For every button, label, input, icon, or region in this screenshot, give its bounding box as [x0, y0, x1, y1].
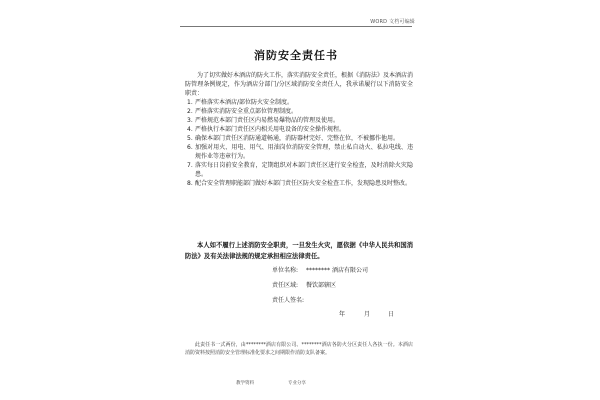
footnote: 此责任书一式两份，由********酒店有限公司、********酒店各防火分区责任人各执一份。本酒店消防资料按照消防安全管理标准化要求之间期限作消防支队备案。 [185, 342, 413, 356]
duty-item-text: 严格落实本酒店/部位防火安全制度。 [195, 99, 294, 106]
duty-item-text: 严格规范本部门责任区内易燃易爆物品的管理及使用。 [195, 117, 340, 124]
date-year: 年 [339, 311, 346, 318]
duty-item-text: 加强对用火、用电、用气、用油岗位消防安全管理，禁止私自动火、私拉电线、违规作业等违章行为。 [195, 144, 413, 160]
liability-statement: 本人如不履行上述消防安全职责，一旦发生火灾，愿依据《中华人民共和国消防法》及有关法律法规的规定承担相应法律责任。 [185, 242, 413, 260]
duty-item [185, 143, 413, 161]
area-row [272, 280, 336, 289]
duty-item-text: 严格执行本部门责任区内相关用电设备的安全操作规程。 [195, 126, 346, 133]
duty-item-text: 落实每日岗前安全教育，定期组织对本部门责任区进行安全检查，及时消除火灾隐患。 [195, 162, 413, 178]
duty-item [185, 98, 413, 107]
header-divider [180, 26, 412, 27]
duty-item-number: 6. [187, 144, 193, 151]
duty-item [185, 179, 413, 188]
intro-paragraph: 为了切实做好本酒店的防火工作，落实消防安全责任，根据《消防法》及本酒店消防管理条例规定，作为酒店分部门/分区域消防安全责任人，我承诺履行以下消防安全职责： [185, 72, 414, 97]
duty-item-number: 2. [187, 108, 193, 115]
duty-list [185, 98, 413, 188]
duty-item-text: 严格落实消防安全重点部位管理制度。 [195, 108, 298, 115]
unit-label: 单位名称: [272, 267, 299, 274]
duty-item-number: 4. [187, 126, 193, 133]
duty-item [185, 116, 413, 125]
area-value: 餐饮部辖区 [306, 282, 337, 289]
area-label: 责任区域: [272, 282, 299, 289]
duty-item-number: 3. [187, 117, 193, 124]
duty-item [185, 134, 413, 143]
duty-item [185, 107, 413, 116]
document-title: 消防安全责任书 [254, 49, 338, 62]
person-row [272, 295, 304, 304]
duty-item-number: 1. [187, 99, 193, 106]
duty-item-number: 5. [187, 135, 193, 142]
person-label: 责任人签名: [272, 297, 305, 304]
date-day: 日 [388, 311, 395, 318]
unit-row [272, 265, 368, 274]
duty-item-number: 7. [187, 162, 193, 169]
duty-item [185, 161, 413, 179]
footer-right-text: 专业分享 [288, 381, 306, 386]
duty-item-text: 配合安全管理职能部门做好本部门责任区防火安全检查工作，发现隐患及时整改。 [195, 180, 412, 187]
footer-left-text: 教学资料 [236, 381, 254, 386]
page-header-text: WORD 文档可编辑 [370, 19, 415, 25]
document-body [185, 71, 413, 188]
duty-item-number: 8. [187, 180, 193, 187]
unit-value: ******** 酒店有限公司 [306, 267, 368, 274]
duty-item [185, 125, 413, 134]
duty-item-text: 确保本部门责任区消防通道畅通，消防器材完好、完整在位，不被挪作他用。 [195, 135, 400, 142]
date-month: 月 [364, 311, 371, 318]
